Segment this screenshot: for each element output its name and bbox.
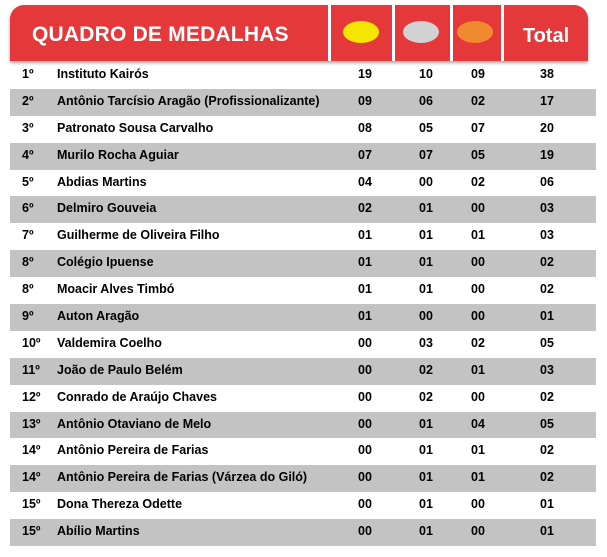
silver-count-cell: 01 [419, 255, 433, 270]
bronze-count-cell: 01 [471, 470, 485, 485]
bronze-count-cell: 00 [471, 282, 485, 297]
school-name-cell: Dona Thereza Odette [57, 497, 183, 512]
school-name-cell: Abílio Martins [57, 524, 140, 539]
gold-count-cell: 01 [358, 255, 372, 270]
header-divider [328, 5, 331, 61]
gold-count-cell: 08 [358, 120, 372, 135]
school-name-cell: Abdias Martins [57, 174, 147, 189]
rank-cell: 10º [22, 335, 41, 350]
rank-cell: 14º [22, 470, 41, 485]
bronze-count-cell: 00 [471, 524, 485, 539]
gold-count-cell: 00 [358, 470, 372, 485]
medal-table-header [10, 5, 588, 61]
school-name-cell: Moacir Alves Timbó [57, 282, 175, 297]
school-name-cell: Antônio Pereira de Farias [57, 443, 209, 458]
total-count-cell: 01 [540, 497, 554, 512]
table-row [10, 277, 596, 304]
rank-cell: 2º [22, 93, 34, 108]
rank-cell: 6º [22, 201, 34, 216]
bronze-count-cell: 00 [471, 309, 485, 324]
bronze-count-cell: 00 [471, 497, 485, 512]
gold-count-cell: 00 [358, 497, 372, 512]
gold-count-cell: 00 [358, 524, 372, 539]
table-row [10, 358, 596, 385]
gold-count-cell: 09 [358, 93, 372, 108]
school-name-cell: Colégio Ipuense [57, 255, 154, 270]
bronze-count-cell: 02 [471, 174, 485, 189]
table-row [10, 385, 596, 412]
total-count-cell: 17 [540, 93, 554, 108]
gold-count-cell: 07 [358, 147, 372, 162]
school-name-cell: Auton Aragão [57, 309, 140, 324]
total-count-cell: 05 [540, 335, 554, 350]
school-name-cell: Antônio Tarcísio Aragão (Profissionalizante) [57, 93, 320, 108]
total-count-cell: 05 [540, 416, 554, 431]
bronze-count-cell: 04 [471, 416, 485, 431]
total-count-cell: 02 [540, 470, 554, 485]
rank-cell: 13º [22, 416, 41, 431]
gold-count-cell: 00 [358, 389, 372, 404]
rank-cell: 8º [22, 282, 34, 297]
rank-cell: 3º [22, 120, 34, 135]
silver-medal-icon [403, 21, 439, 43]
table-row [10, 412, 596, 439]
table-row [10, 143, 596, 170]
rank-cell: 9º [22, 309, 34, 324]
bronze-count-cell: 07 [471, 120, 485, 135]
total-column-header: Total [522, 25, 570, 47]
silver-count-cell: 01 [419, 228, 433, 243]
medal-table-body [10, 62, 596, 546]
gold-count-cell: 00 [358, 335, 372, 350]
total-count-cell: 03 [540, 228, 554, 243]
table-row [10, 304, 596, 331]
rank-cell: 12º [22, 389, 41, 404]
rank-cell: 4º [22, 147, 34, 162]
school-name-cell: João de Paulo Belém [57, 362, 183, 377]
school-name-cell: Guilherme de Oliveira Filho [57, 228, 220, 243]
silver-count-cell: 00 [419, 174, 433, 189]
total-count-cell: 01 [540, 524, 554, 539]
total-count-cell: 02 [540, 443, 554, 458]
silver-count-cell: 01 [419, 524, 433, 539]
table-row [10, 223, 596, 250]
bronze-count-cell: 02 [471, 335, 485, 350]
gold-count-cell: 04 [358, 174, 372, 189]
gold-count-cell: 01 [358, 282, 372, 297]
gold-count-cell: 01 [358, 309, 372, 324]
silver-count-cell: 10 [419, 67, 433, 81]
table-row [10, 250, 596, 277]
silver-count-cell: 01 [419, 497, 433, 512]
school-name-cell: Antônio Pereira de Farias (Várzea do Giló) [57, 470, 308, 485]
silver-count-cell: 01 [419, 443, 433, 458]
rank-cell: 1º [22, 67, 34, 81]
rank-cell: 8º [22, 255, 34, 270]
silver-count-cell: 01 [419, 416, 433, 431]
bronze-count-cell: 00 [471, 255, 485, 270]
school-name-cell: Instituto Kairós [57, 67, 149, 81]
silver-count-cell: 03 [419, 335, 433, 350]
silver-count-cell: 01 [419, 282, 433, 297]
school-name-cell: Antônio Otaviano de Melo [57, 416, 212, 431]
school-name-cell: Murilo Rocha Aguiar [57, 147, 179, 162]
table-row [10, 170, 596, 197]
bronze-count-cell: 01 [471, 443, 485, 458]
rank-cell: 7º [22, 228, 34, 243]
total-count-cell: 03 [540, 362, 554, 377]
silver-count-cell: 02 [419, 389, 433, 404]
header-divider [450, 5, 453, 61]
table-row [10, 196, 596, 223]
table-row [10, 519, 596, 546]
bronze-count-cell: 01 [471, 228, 485, 243]
school-name-cell: Valdemira Coelho [57, 335, 162, 350]
rank-cell: 15º [22, 524, 41, 539]
bronze-count-cell: 00 [471, 389, 485, 404]
total-count-cell: 02 [540, 255, 554, 270]
total-count-cell: 20 [540, 120, 554, 135]
gold-count-cell: 00 [358, 443, 372, 458]
page-title: QUADRO DE MEDALHAS [32, 23, 289, 46]
table-row [10, 89, 596, 116]
bronze-count-cell: 02 [471, 93, 485, 108]
table-row [10, 465, 596, 492]
total-count-cell: 38 [540, 67, 554, 81]
silver-count-cell: 07 [419, 147, 433, 162]
header-divider [392, 5, 395, 61]
bronze-count-cell: 09 [471, 67, 485, 81]
silver-count-cell: 05 [419, 120, 433, 135]
bronze-count-cell: 01 [471, 362, 485, 377]
table-row [10, 331, 596, 358]
silver-count-cell: 01 [419, 201, 433, 216]
rank-cell: 15º [22, 497, 41, 512]
rank-cell: 5º [22, 174, 34, 189]
bronze-count-cell: 05 [471, 147, 485, 162]
school-name-cell: Conrado de Araújo Chaves [57, 389, 217, 404]
table-row [10, 62, 596, 89]
total-count-cell: 02 [540, 389, 554, 404]
total-count-cell: 02 [540, 282, 554, 297]
gold-count-cell: 01 [358, 228, 372, 243]
gold-count-cell: 02 [358, 201, 372, 216]
total-count-cell: 19 [540, 147, 554, 162]
silver-count-cell: 02 [419, 362, 433, 377]
silver-count-cell: 06 [419, 93, 433, 108]
rank-cell: 14º [22, 443, 41, 458]
gold-count-cell: 00 [358, 416, 372, 431]
rank-cell: 11º [22, 362, 40, 377]
total-count-cell: 06 [540, 174, 554, 189]
school-name-cell: Patronato Sousa Carvalho [57, 120, 214, 135]
gold-medal-icon [343, 21, 379, 43]
school-name-cell: Delmiro Gouveia [57, 201, 157, 216]
total-count-cell: 03 [540, 201, 554, 216]
table-row [10, 438, 596, 465]
table-row [10, 116, 596, 143]
table-row [10, 492, 596, 519]
gold-count-cell: 00 [358, 362, 372, 377]
bronze-medal-icon [457, 21, 493, 43]
silver-count-cell: 01 [419, 470, 433, 485]
total-count-cell: 01 [540, 309, 554, 324]
silver-count-cell: 00 [419, 309, 433, 324]
bronze-count-cell: 00 [471, 201, 485, 216]
gold-count-cell: 19 [358, 67, 372, 81]
